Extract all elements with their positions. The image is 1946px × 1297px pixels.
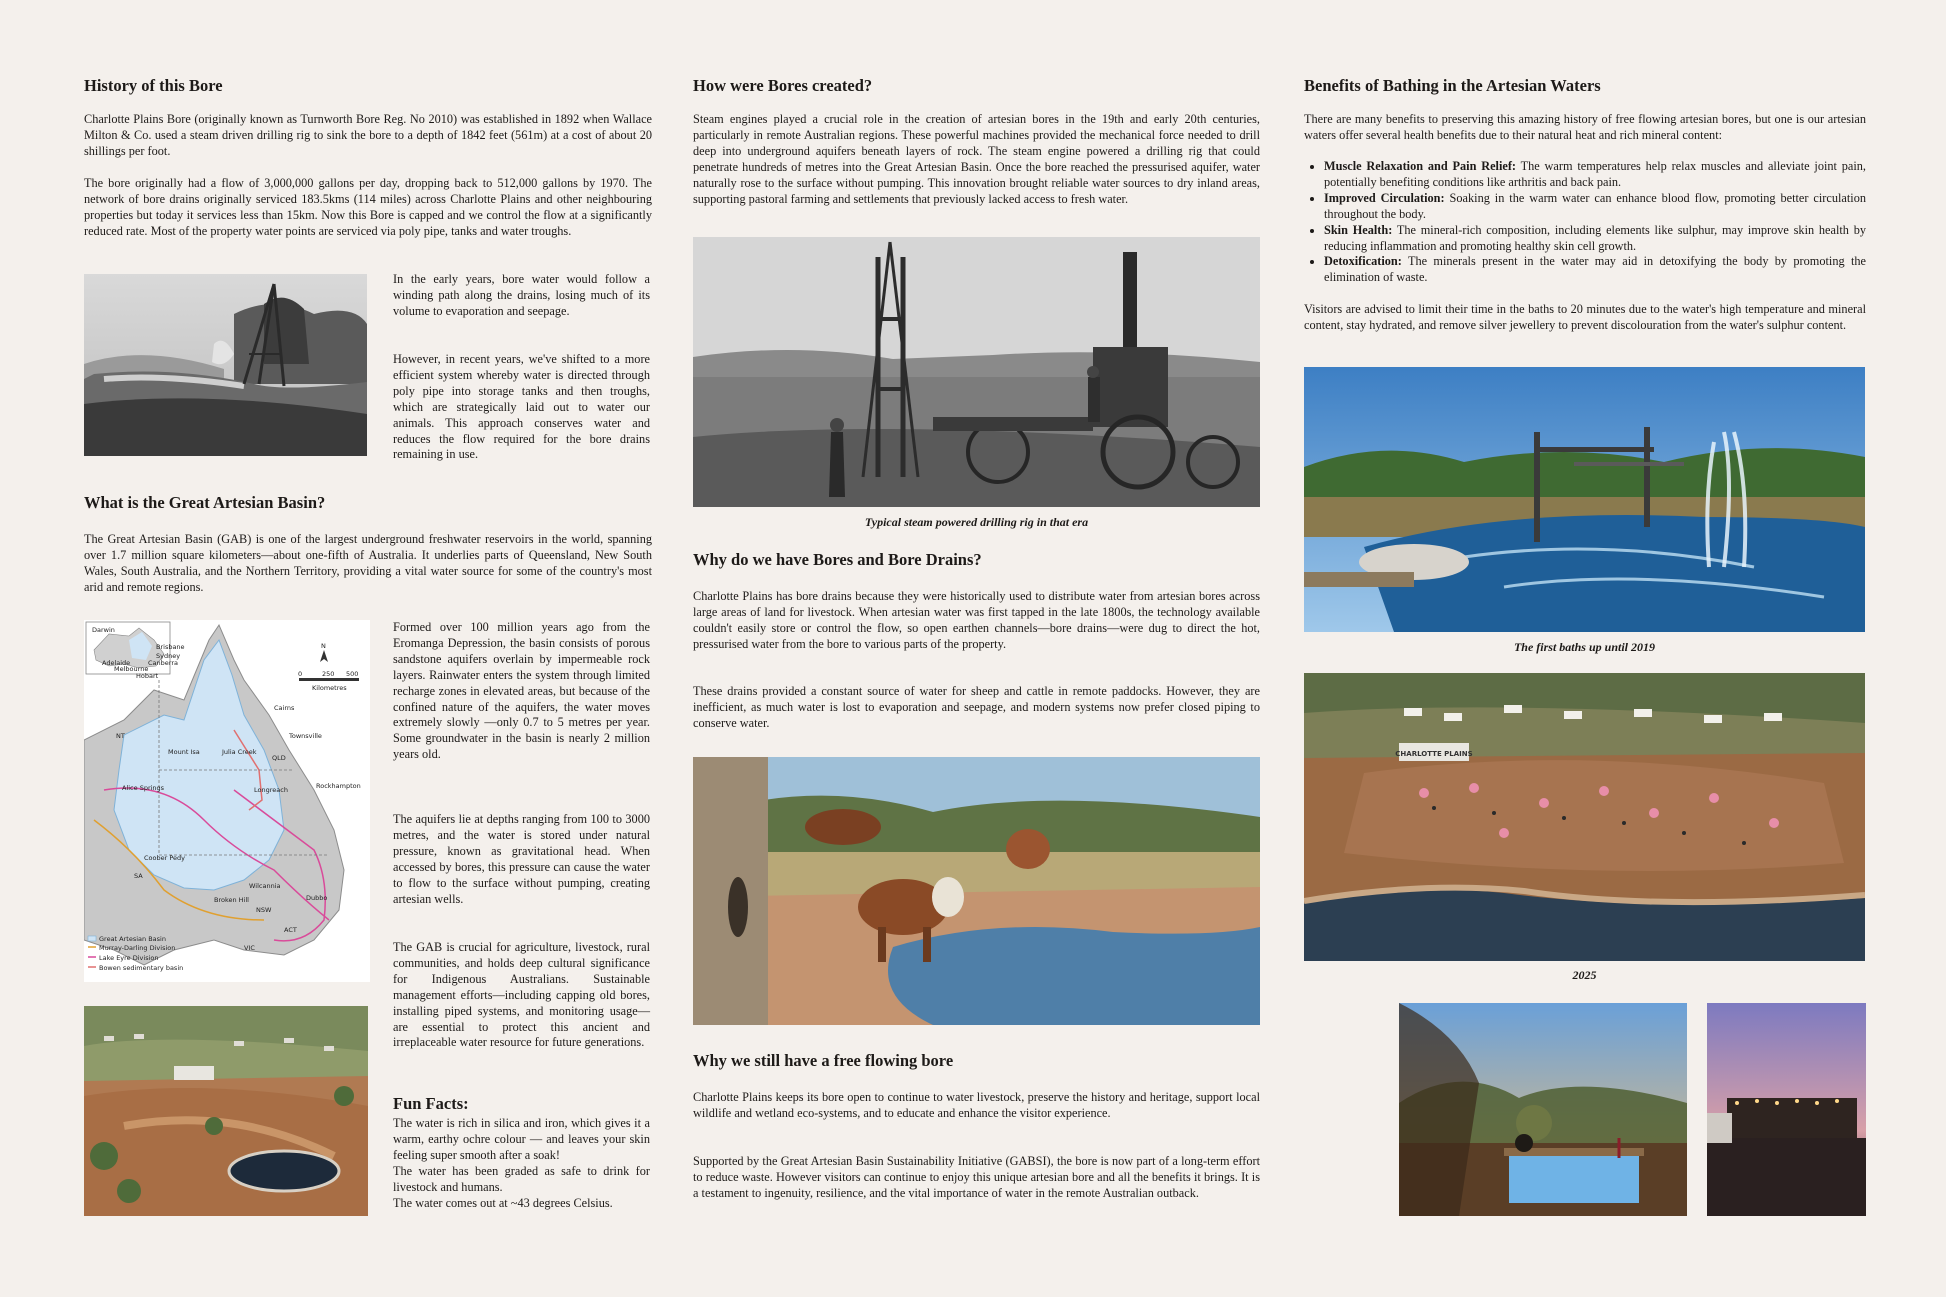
gab-map [84,620,370,982]
gab-paragraph-4: The GAB is crucial for agriculture, livestock, rural communities, and holds deep cultural significance for Indigenous Australians. Sustainable management efforts—including capping old bores, installing piped systems, and monitoring usage—are essential to protect this ancient and irreplaceable water resource for future generations. [393,940,650,1050]
benefit-item: • Muscle Relaxation and Pain Relief: The warm temperatures help relax muscles and alleviate joint pain, potentially benefiting conditions like arthritis and back pain. [1324,159,1866,191]
gab-paragraph-3: The aquifers lie at depths ranging from 100 to 3000 metres, and the water is stored under natural pressure, known as gravitational head. When accessed by bores, this pressure can cause the water to flow to the surface without pumping, creating artesian wells. [393,812,650,906]
map-label-broken-hill: Broken Hill [214,896,249,904]
map-scale-250: 250 [322,670,335,678]
cattle-at-bore-drain-photo [693,757,1260,1025]
early-bore-photo [84,274,367,456]
benefits-list [1304,159,1866,286]
benefits-title: Benefits of Bathing in the Artesian Waters [1304,76,1601,95]
map-label-brisbane: Brisbane [156,643,185,651]
map-label-melbourne: Melbourne [114,665,149,673]
first-baths-photo [1304,367,1865,632]
map-scale-500: 500 [346,670,359,678]
gab-paragraph-2: Formed over 100 million years ago from the Eromanga Depression, the basin consists of porous sandstone aquifers overlain by impermeable rock layers. Rainwater enters the system through limited recharge zones in elevated areas, but because of the confined nature of the aquifers, the water moves extremely slowly —only 0.7 to 5 metres per year. Some groundwater in the basin is nearly 2 million years old. [393,620,650,762]
map-label-wilcannia: Wilcannia [249,882,281,890]
steam-drilling-rig-photo [693,237,1260,507]
map-label-nt: NT [116,732,125,740]
event-sign-text: CHARLOTTE PLAINS [1395,750,1473,758]
fun-fact-3: The water comes out at ~43 degrees Celsius. [393,1195,613,1210]
map-label-mount-isa: Mount Isa [168,748,200,756]
gab-title: What is the Great Artesian Basin? [84,493,326,512]
sunset-bath-photo [1399,1003,1687,1216]
map-scale-unit: Kilometres [312,684,347,692]
aerial-campground-photo [84,1006,368,1216]
map-label-rockhampton: Rockhampton [316,782,361,790]
map-north-label: N [321,642,326,650]
event-2025-caption: 2025 [1572,968,1597,982]
map-label-dubbo: Dubbo [306,894,328,902]
history-paragraph-1: Charlotte Plains Bore (originally known as Turnworth Bore Reg. No 2010) was established in 1892 when Wallace Milton & Co. used a steam driven drilling rig to sink the bore to a depth of 1842 feet (561m) at a cost of about 20 shillings per foot. [84,112,652,158]
map-legend-gab: Great Artesian Basin [99,935,166,943]
why-paragraph-1: Charlotte Plains has bore drains because they were historically used to distribute water from artesian bores across large areas of land for livestock. When artesian water was first tapped in the late 1800s, the technology available couldn't easily store or control the flow, so open earthen channels—bore drains—were dug to direct the hot, pressurised water from the bore to various parts of the property. [693,589,1260,651]
map-legend-lake-eyre: Lake Eyre Division [99,954,159,962]
map-label-adelaide: Adelaide [102,659,131,667]
fun-fact-1: The water is rich in silica and iron, which gives it a warm, earthy ochre colour — and leaves your skin feeling super smooth after a soak! [393,1116,650,1162]
history-paragraph-2: The bore originally had a flow of 3,000,000 gallons per day, dropping back to 512,000 gallons by 1970. The network of bore drains originally serviced 183.5kms (114 miles) across Charlotte Plains and other neighbouring properties but today it services less than 15km. Now this Bore is capped and we control the flow at a significantly reduced rate. Most of the property water points are serviced via poly pipe, tanks and water troughs. [84,176,652,238]
map-label-darwin: Darwin [92,626,115,634]
still-paragraph-2: Supported by the Great Artesian Basin Sustainability Initiative (GABSI), the bore is now part of a long-term effort to reduce waste. However visitors can continue to enjoy this unique artesian bore and all the benefits it brings. It is a testament to ingenuity, resilience, and the vital importance of water in the remote Australian outback. [693,1154,1260,1200]
map-label-sydney: Sydney [156,652,181,660]
benefits-intro: There are many benefits to preserving this amazing history of free flowing artesian bores, but one is our artesian waters offer several health benefits due to their natural heat and rich mineral content: [1304,112,1866,142]
why-paragraph-2: These drains provided a constant source of water for sheep and cattle in remote paddocks. However, they are inefficient, as much water is lost to evaporation and seepage, and modern systems now prefer closed piping to conserve water. [693,684,1260,730]
map-label-alice-springs: Alice Springs [122,784,165,792]
history-title: History of this Bore [84,76,223,95]
still-title: Why we still have a free flowing bore [693,1051,954,1070]
bathing-advice: Visitors are advised to limit their time in the baths to 20 minutes due to the water's high temperature and mineral content, stay hydrated, and remove silver jewellery to prevent discolouration from the water's sulphur content. [1304,302,1866,332]
event-2025-photo [1304,673,1865,961]
fun-fact-2: The water has been graded as safe to drink for livestock and humans. [393,1163,650,1194]
map-label-longreach: Longreach [254,786,288,794]
map-label-townsville: Townsville [289,732,322,740]
how-title: How were Bores created? [693,76,873,95]
night-venue-photo [1707,1003,1866,1216]
history-paragraph-3: In the early years, bore water would follow a winding path along the drains, losing much of its volume to evaporation and seepage. [393,272,650,318]
benefit-item: • Improved Circulation: Soaking in the warm water can enhance blood flow, promoting better circulation throughout the body. [1324,191,1866,223]
map-label-hobart: Hobart [136,672,159,680]
fun-facts-title: Fun Facts: [393,1094,469,1113]
map-legend-bowen: Bowen sedimentary basin [99,964,184,972]
gab-paragraph-1: The Great Artesian Basin (GAB) is one of the largest underground freshwater reservoirs in the world, spanning over 1.7 million square kilometers—about one-fifth of Australia. It underlies parts of Queensland, New South Wales, South Australia, and the Northern Territory, providing a vital water source for some of the country's most arid and remote regions. [84,532,652,594]
map-label-act: ACT [284,926,297,934]
still-paragraph-1: Charlotte Plains keeps its bore open to continue to water livestock, preserve the history and heritage, support local wildlife and wetland eco-systems, and to educate and enhance the visitor experience. [693,1090,1260,1120]
map-label-qld: QLD [272,754,286,762]
fun-facts [393,1094,650,1211]
benefit-item: • Skin Health: The mineral-rich composition, including elements like sulphur, may improve skin health by reducing inflammation and promoting healthy skin cell growth. [1324,223,1866,255]
map-label-canberra: Canberra [148,659,178,667]
map-label-vic: VIC [244,944,255,952]
map-legend-murray-darling: Murray-Darling Division [99,944,176,952]
history-paragraph-4: However, in recent years, we've shifted to a more efficient system whereby water is directed through poly pipe into storage tanks and then troughs, which are strategically laid out to water our animals. This approach conserves water and reduces the flow required for the bore drains remaining in use. [393,352,650,462]
map-scale-0: 0 [298,670,303,678]
first-baths-caption: The first baths up until 2019 [1513,640,1656,654]
map-label-julia-creek: Julia Creek [222,748,257,756]
how-paragraph-1: Steam engines played a crucial role in the creation of artesian bores in the 19th and early 20th centuries, particularly in remote Australian regions. These powerful machines provided the mechanical force needed to drill deep into underground aquifers beneath layers of rock. The steam engine powered a drilling rig that could penetrate hundreds of metres into the Great Artesian Basin. Once the bore reached the pressurised aquifer, water naturally rose to the surface without pumping. This innovation brought reliable water sources to dry inland areas, supporting pastoral farming and settlements that previously lacked access to fresh water. [693,112,1260,206]
drilling-rig-caption: Typical steam powered drilling rig in that era [864,515,1089,529]
benefit-item: • Detoxification: The minerals present in the water may aid in detoxifying the body by promoting the elimination of waste. [1324,254,1866,286]
why-title: Why do we have Bores and Bore Drains? [693,550,982,569]
map-label-coober-pedy: Coober Pedy [144,854,186,862]
map-label-nsw: NSW [256,906,272,914]
map-label-sa: SA [134,872,143,880]
map-label-cairns: Cairns [274,704,295,712]
